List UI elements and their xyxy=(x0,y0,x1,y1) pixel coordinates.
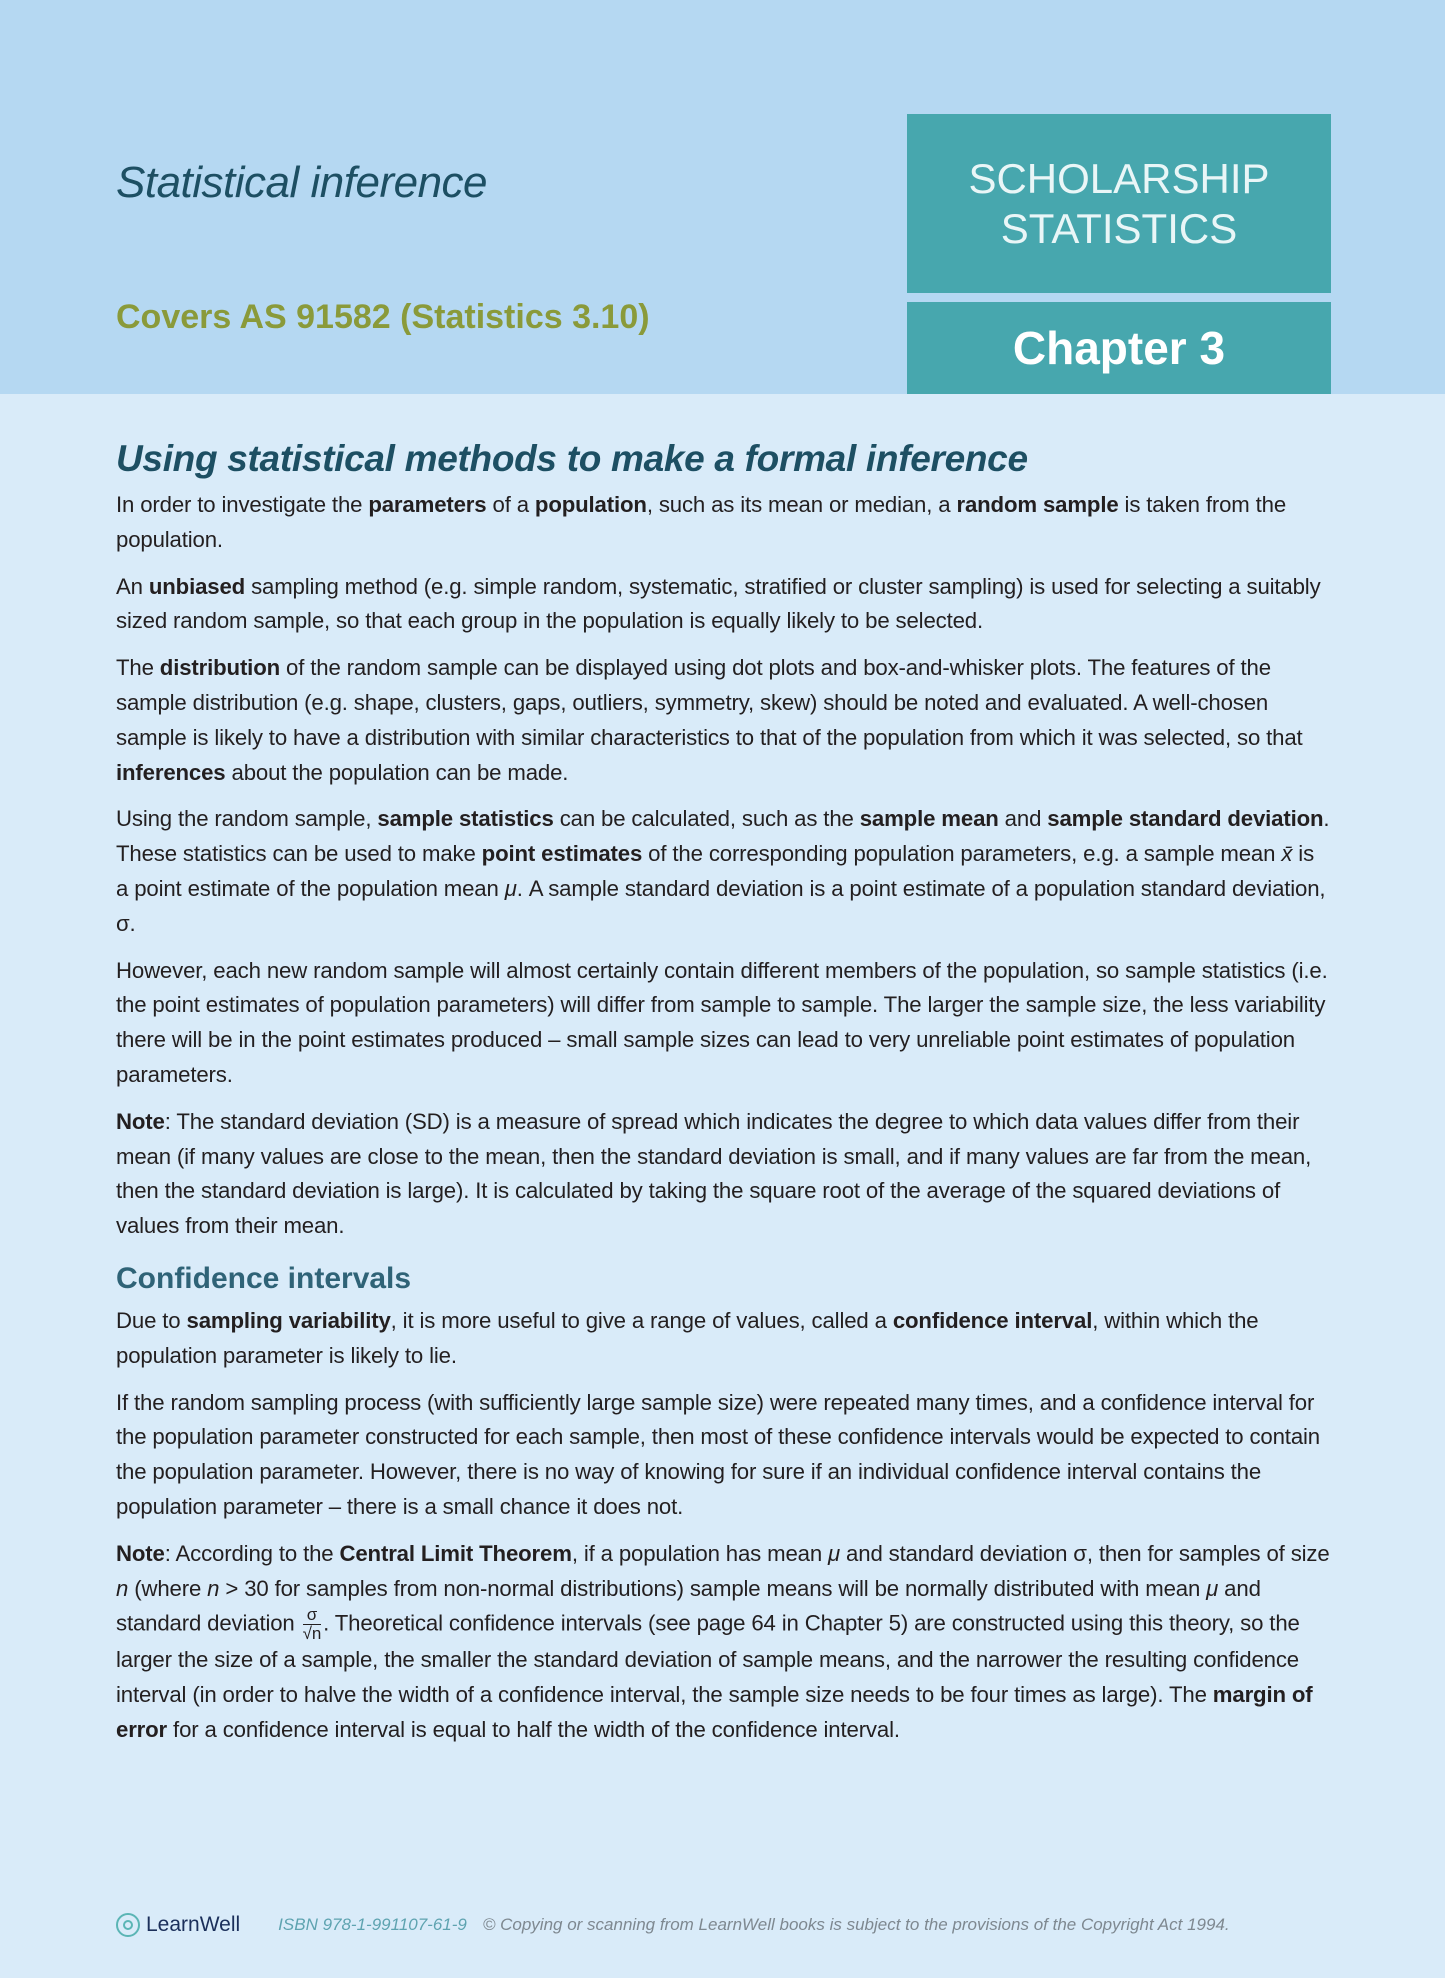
bold-term: sample statistics xyxy=(377,806,554,832)
paragraph xyxy=(116,488,1331,558)
text-run: (where xyxy=(128,1575,208,1601)
text-run: In order to investigate the xyxy=(116,492,369,517)
bold-term: confidence interval xyxy=(892,1307,1093,1333)
bold-term: unbiased xyxy=(148,573,246,599)
subsection-heading: Confidence intervals xyxy=(116,1261,412,1295)
series-line-1: SCHOLARSHIP xyxy=(968,154,1270,202)
bold-term: random sample xyxy=(956,492,1119,517)
chapter-badge: Chapter 3 xyxy=(907,302,1331,394)
paragraph xyxy=(116,954,1331,1093)
text-run: and xyxy=(998,806,1048,832)
fraction-numerator: σ xyxy=(303,1606,322,1625)
paragraph xyxy=(116,1386,1331,1525)
text-run: The xyxy=(116,655,160,681)
bold-term: population xyxy=(534,492,647,517)
text-run: about the population can be made. xyxy=(225,759,569,785)
bold-term: margin of error xyxy=(116,1682,1313,1742)
text-run: . Theoretical confidence intervals (see page 64 in Chapter 5) are constructed using this theory, so the larger the size of a sample, the smaller the standard deviation of sample means, and the narrower the resulting confidence interval (in order to halve the width of a confidence interval, the sample size needs to be four times as large). The xyxy=(116,1610,1300,1708)
math-symbol: μ xyxy=(828,1540,841,1566)
series-badge xyxy=(907,114,1331,293)
bold-term: sample mean xyxy=(859,806,999,832)
math-symbol: n xyxy=(207,1575,220,1601)
text-run: If the random sampling process (with sufficiently large sample size) were repeated many times, and a confidence interval for the population parameter constructed for each sample, then most of these confidence intervals would be expected to contain the population parameter. However, there is no way of knowing for sure if an individual confidence interval contains the population parameter – there is a small chance it does not. xyxy=(116,1389,1320,1519)
section-heading: Using statistical methods to make a formal inference xyxy=(116,438,1028,479)
footer xyxy=(116,1908,1336,1942)
bold-term: Note xyxy=(116,1108,165,1134)
bold-term: Central Limit Theorem xyxy=(339,1540,572,1566)
standard-covered: Covers AS 91582 (Statistics 3.10) xyxy=(116,298,650,336)
text-run: . These statistics can be used to make xyxy=(116,806,1330,867)
text-run: : The standard deviation (SD) is a measure of spread which indicates the degree to which data values differ from their mean (if many values are close to the mean, then the standard deviation is small, and if many values are far from the mean, then the standard deviation is large). It is calculated by taking the square root of the average of the squared deviations of values from their mean. xyxy=(116,1108,1312,1239)
text-run: and standard deviation σ, then for samples of size xyxy=(840,1540,1330,1566)
text-run: Due to xyxy=(116,1307,187,1333)
bold-term: sampling variability xyxy=(186,1307,391,1333)
text-run: , within which the population parameter is likely to lie. xyxy=(116,1307,1259,1368)
fraction-sigma-over-root-n xyxy=(303,1606,322,1643)
text-run: for a confidence interval is equal to half the width of the confidence interval. xyxy=(167,1716,900,1742)
text-run: Using the random sample, xyxy=(116,806,378,832)
text-run: > 30 for samples from non-normal distributions) sample means will be normally distributed with mean xyxy=(219,1575,1207,1601)
math-symbol: μ xyxy=(1206,1575,1219,1601)
main-content xyxy=(116,438,1331,1760)
math-symbol: n xyxy=(116,1575,129,1601)
text-run: is a point estimate of the population mean xyxy=(116,841,1315,901)
spiral-logo-icon xyxy=(116,1913,140,1937)
text-run: However, each new random sample will almost certainly contain different members of the population, so sample statistics (i.e. the point estimates of population parameters) will differ from sample to sample. The larger the sample size, the less variability there will be in the point estimates produced – small sample sizes can lead to very unreliable point estimates of population parameters. xyxy=(116,957,1328,1087)
math-symbol: μ xyxy=(504,875,517,901)
paragraph xyxy=(116,570,1331,640)
bold-term: point estimates xyxy=(481,841,643,867)
text-run: , it is more useful to give a range of values, called a xyxy=(390,1307,893,1333)
paragraph xyxy=(116,651,1331,790)
text-run: and standard deviation xyxy=(116,1575,1261,1636)
text-run: An xyxy=(116,573,149,599)
chapter-title: Statistical inference xyxy=(116,158,488,207)
bold-term: inferences xyxy=(116,759,226,785)
subsection-body xyxy=(116,1304,1331,1748)
paragraph xyxy=(116,802,1331,941)
text-run: . A sample standard deviation is a point estimate of a population standard deviation, σ. xyxy=(116,875,1326,936)
section-body xyxy=(116,488,1331,1244)
publisher-logo xyxy=(116,1913,240,1937)
fraction-denominator: √n xyxy=(302,1624,322,1644)
text-run: can be calculated, such as the xyxy=(553,806,860,832)
text-run: , such as its mean or median, a xyxy=(646,492,957,517)
text-run: , if a population has mean xyxy=(571,1540,829,1566)
publisher-name: LearnWell xyxy=(146,1913,241,1936)
math-symbol: x̄ xyxy=(1281,841,1293,867)
paragraph xyxy=(116,1105,1331,1244)
text-run: of the corresponding population parameters, e.g. a sample mean xyxy=(642,841,1282,867)
bold-term: Note xyxy=(116,1540,165,1566)
header-band xyxy=(0,0,1445,394)
series-line-2: STATISTICS xyxy=(1000,204,1238,252)
paragraph xyxy=(116,1537,1331,1748)
bold-term: distribution xyxy=(159,655,281,681)
bold-term: sample standard deviation xyxy=(1047,806,1324,832)
paragraph xyxy=(116,1304,1331,1374)
text-run: : According to the xyxy=(164,1540,340,1566)
text-run: of a xyxy=(486,492,535,517)
bold-term: parameters xyxy=(368,492,487,517)
text-run: of the random sample can be displayed using dot plots and box-and-whisker plots. The features of the sample distribution (e.g. shape, clusters, gaps, outliers, symmetry, skew) should be noted and evaluated. A well-chosen sample is likely to have a distribution with similar characteristics to that of the population from which it was selected, so that xyxy=(116,655,1303,750)
text-run: sampling method (e.g. simple random, systematic, stratified or cluster sampling) is used for selecting a suitably sized random sample, so that each group in the population is equally likely to be selected. xyxy=(116,573,1321,634)
isbn: ISBN 978-1-991107-61-9 xyxy=(278,1915,467,1934)
copyright-notice: © Copying or scanning from LearnWell books is subject to the provisions of the Copyright Act 1994. xyxy=(482,1915,1230,1934)
text-run: is taken from the population. xyxy=(116,492,1287,552)
